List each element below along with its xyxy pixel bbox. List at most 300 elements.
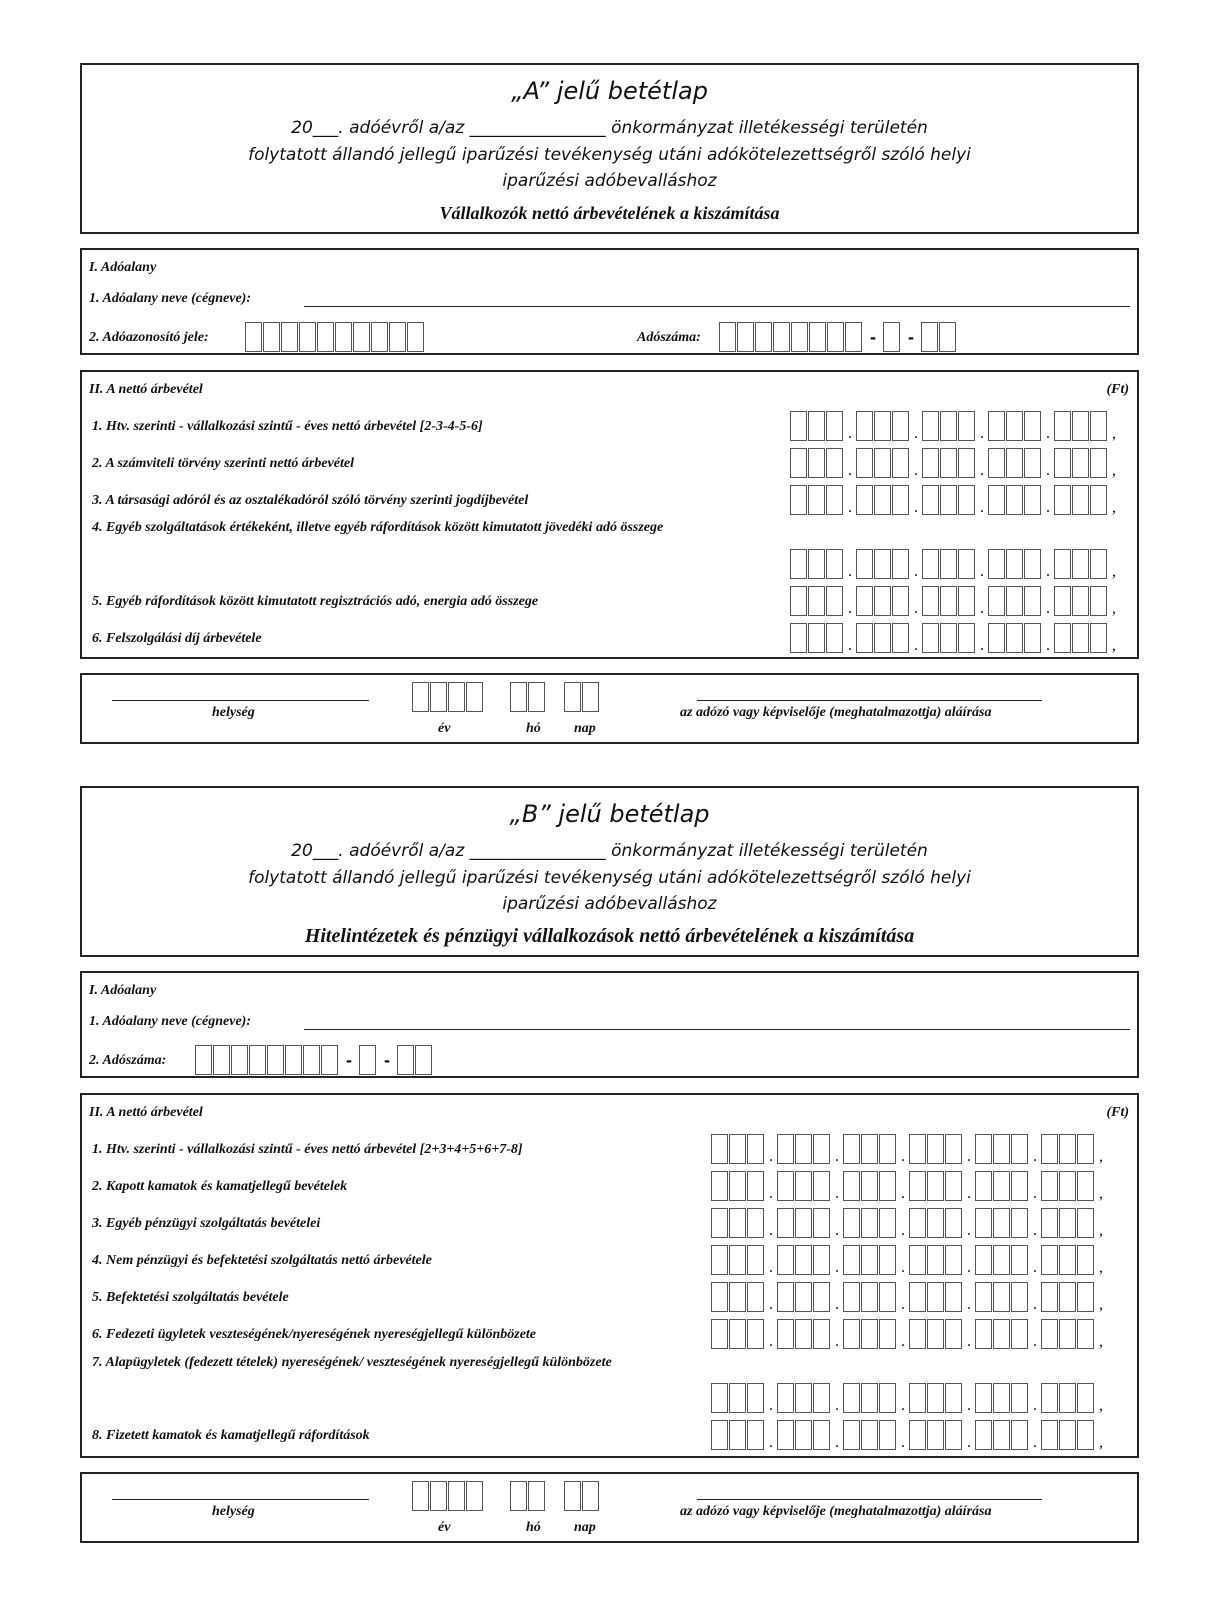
digit-cell[interactable]: [747, 1420, 764, 1450]
digit-cell[interactable]: [1059, 1134, 1076, 1164]
digit-cell[interactable]: [909, 1134, 926, 1164]
digit-cell[interactable]: [909, 1383, 926, 1413]
digit-cell[interactable]: [879, 1383, 896, 1413]
name-field[interactable]: [304, 1029, 1130, 1030]
digit-cell[interactable]: [795, 1245, 812, 1275]
digit-cell[interactable]: [809, 322, 826, 352]
digit-cell[interactable]: [861, 1245, 878, 1275]
digit-cell[interactable]: [729, 1319, 746, 1349]
digit-cell[interactable]: [1011, 1134, 1028, 1164]
digit-cell[interactable]: [195, 1045, 212, 1075]
digit-cell[interactable]: [1072, 448, 1089, 478]
digit-cell[interactable]: [1090, 623, 1107, 653]
digit-cell[interactable]: [922, 411, 939, 441]
amount-cells[interactable]: [711, 1207, 1107, 1239]
digit-cell[interactable]: [389, 322, 406, 352]
digit-cell[interactable]: [466, 682, 483, 712]
digit-cell[interactable]: [285, 1045, 302, 1075]
digit-cell[interactable]: [747, 1171, 764, 1201]
digit-cell[interactable]: [843, 1134, 860, 1164]
digit-cell[interactable]: [892, 549, 909, 579]
digit-cell[interactable]: [993, 1134, 1010, 1164]
signature-field[interactable]: [697, 700, 1042, 701]
digit-cell[interactable]: [267, 1045, 284, 1075]
digit-cell[interactable]: [813, 1282, 830, 1312]
tax-number-cells[interactable]: [195, 1044, 433, 1076]
digit-cell[interactable]: [1072, 411, 1089, 441]
digit-cell[interactable]: [231, 1045, 248, 1075]
digit-cell[interactable]: [856, 485, 873, 515]
digit-cell[interactable]: [843, 1319, 860, 1349]
digit-cell[interactable]: [1024, 485, 1041, 515]
digit-cell[interactable]: [940, 623, 957, 653]
digit-cell[interactable]: [777, 1171, 794, 1201]
municipality-blank[interactable]: ________________: [469, 841, 606, 861]
digit-cell[interactable]: [883, 322, 900, 352]
digit-cell[interactable]: [988, 448, 1005, 478]
digit-cell[interactable]: [927, 1420, 944, 1450]
digit-cell[interactable]: [777, 1134, 794, 1164]
digit-cell[interactable]: [1041, 1171, 1058, 1201]
digit-cell[interactable]: [430, 682, 447, 712]
name-field[interactable]: [304, 306, 1130, 307]
digit-cell[interactable]: [940, 485, 957, 515]
digit-cell[interactable]: [729, 1134, 746, 1164]
digit-cell[interactable]: [303, 1045, 320, 1075]
digit-cell[interactable]: [412, 682, 429, 712]
digit-cell[interactable]: [945, 1319, 962, 1349]
digit-cell[interactable]: [874, 448, 891, 478]
digit-cell[interactable]: [879, 1420, 896, 1450]
digit-cell[interactable]: [826, 448, 843, 478]
amount-cells[interactable]: [790, 447, 1120, 479]
day-cells[interactable]: [564, 681, 600, 713]
digit-cell[interactable]: [856, 549, 873, 579]
digit-cell[interactable]: [1059, 1319, 1076, 1349]
digit-cell[interactable]: [1059, 1208, 1076, 1238]
digit-cell[interactable]: [1090, 448, 1107, 478]
amount-cells[interactable]: [711, 1382, 1107, 1414]
digit-cell[interactable]: [813, 1319, 830, 1349]
digit-cell[interactable]: [729, 1208, 746, 1238]
digit-cell[interactable]: [813, 1245, 830, 1275]
digit-cell[interactable]: [1054, 586, 1071, 616]
tax-id-cells[interactable]: [245, 321, 425, 353]
digit-cell[interactable]: [879, 1245, 896, 1275]
digit-cell[interactable]: [528, 1481, 545, 1511]
digit-cell[interactable]: [945, 1134, 962, 1164]
digit-cell[interactable]: [909, 1319, 926, 1349]
digit-cell[interactable]: [861, 1282, 878, 1312]
digit-cell[interactable]: [879, 1171, 896, 1201]
digit-cell[interactable]: [1041, 1134, 1058, 1164]
digit-cell[interactable]: [861, 1319, 878, 1349]
digit-cell[interactable]: [808, 448, 825, 478]
amount-cells[interactable]: [790, 484, 1120, 516]
digit-cell[interactable]: [993, 1245, 1010, 1275]
digit-cell[interactable]: [777, 1383, 794, 1413]
digit-cell[interactable]: [1006, 623, 1023, 653]
digit-cell[interactable]: [790, 448, 807, 478]
digit-cell[interactable]: [711, 1134, 728, 1164]
digit-cell[interactable]: [975, 1282, 992, 1312]
digit-cell[interactable]: [975, 1208, 992, 1238]
digit-cell[interactable]: [582, 682, 599, 712]
digit-cell[interactable]: [1041, 1282, 1058, 1312]
digit-cell[interactable]: [958, 448, 975, 478]
digit-cell[interactable]: [879, 1208, 896, 1238]
digit-cell[interactable]: [808, 485, 825, 515]
digit-cell[interactable]: [1006, 586, 1023, 616]
digit-cell[interactable]: [826, 549, 843, 579]
digit-cell[interactable]: [1011, 1208, 1028, 1238]
digit-cell[interactable]: [1072, 623, 1089, 653]
digit-cell[interactable]: [790, 411, 807, 441]
digit-cell[interactable]: [1077, 1245, 1094, 1275]
digit-cell[interactable]: [719, 322, 736, 352]
digit-cell[interactable]: [861, 1383, 878, 1413]
digit-cell[interactable]: [909, 1208, 926, 1238]
digit-cell[interactable]: [940, 448, 957, 478]
digit-cell[interactable]: [1011, 1319, 1028, 1349]
digit-cell[interactable]: [892, 586, 909, 616]
digit-cell[interactable]: [856, 623, 873, 653]
tax-number-cells[interactable]: [719, 321, 957, 353]
digit-cell[interactable]: [945, 1245, 962, 1275]
digit-cell[interactable]: [317, 322, 334, 352]
digit-cell[interactable]: [975, 1245, 992, 1275]
digit-cell[interactable]: [1054, 485, 1071, 515]
digit-cell[interactable]: [856, 448, 873, 478]
digit-cell[interactable]: [1024, 411, 1041, 441]
year-cells[interactable]: [412, 681, 484, 713]
digit-cell[interactable]: [790, 586, 807, 616]
digit-cell[interactable]: [892, 485, 909, 515]
digit-cell[interactable]: [1041, 1245, 1058, 1275]
digit-cell[interactable]: [874, 411, 891, 441]
amount-cells[interactable]: [790, 585, 1120, 617]
digit-cell[interactable]: [795, 1420, 812, 1450]
place-field[interactable]: [112, 1499, 369, 1500]
digit-cell[interactable]: [777, 1319, 794, 1349]
digit-cell[interactable]: [1054, 623, 1071, 653]
digit-cell[interactable]: [808, 411, 825, 441]
place-field[interactable]: [112, 700, 369, 701]
digit-cell[interactable]: [777, 1208, 794, 1238]
day-cells[interactable]: [564, 1480, 600, 1512]
digit-cell[interactable]: [813, 1134, 830, 1164]
digit-cell[interactable]: [1006, 549, 1023, 579]
digit-cell[interactable]: [909, 1245, 926, 1275]
digit-cell[interactable]: [790, 549, 807, 579]
digit-cell[interactable]: [909, 1420, 926, 1450]
digit-cell[interactable]: [729, 1282, 746, 1312]
digit-cell[interactable]: [1090, 549, 1107, 579]
digit-cell[interactable]: [795, 1134, 812, 1164]
digit-cell[interactable]: [1041, 1208, 1058, 1238]
month-cells[interactable]: [510, 1480, 546, 1512]
digit-cell[interactable]: [975, 1134, 992, 1164]
digit-cell[interactable]: [249, 1045, 266, 1075]
digit-cell[interactable]: [813, 1383, 830, 1413]
digit-cell[interactable]: [711, 1282, 728, 1312]
digit-cell[interactable]: [729, 1245, 746, 1275]
digit-cell[interactable]: [1024, 586, 1041, 616]
digit-cell[interactable]: [729, 1383, 746, 1413]
digit-cell[interactable]: [299, 322, 316, 352]
amount-cells[interactable]: [790, 548, 1120, 580]
amount-cells[interactable]: [711, 1318, 1107, 1350]
amount-cells[interactable]: [711, 1170, 1107, 1202]
digit-cell[interactable]: [790, 485, 807, 515]
digit-cell[interactable]: [582, 1481, 599, 1511]
digit-cell[interactable]: [843, 1245, 860, 1275]
digit-cell[interactable]: [1054, 448, 1071, 478]
digit-cell[interactable]: [1041, 1420, 1058, 1450]
digit-cell[interactable]: [939, 322, 956, 352]
digit-cell[interactable]: [843, 1208, 860, 1238]
digit-cell[interactable]: [1011, 1282, 1028, 1312]
digit-cell[interactable]: [213, 1045, 230, 1075]
digit-cell[interactable]: [795, 1383, 812, 1413]
digit-cell[interactable]: [1059, 1383, 1076, 1413]
digit-cell[interactable]: [843, 1282, 860, 1312]
digit-cell[interactable]: [1059, 1282, 1076, 1312]
digit-cell[interactable]: [359, 1045, 376, 1075]
amount-cells[interactable]: [790, 622, 1120, 654]
digit-cell[interactable]: [711, 1383, 728, 1413]
digit-cell[interactable]: [791, 322, 808, 352]
digit-cell[interactable]: [711, 1208, 728, 1238]
digit-cell[interactable]: [922, 485, 939, 515]
digit-cell[interactable]: [861, 1171, 878, 1201]
digit-cell[interactable]: [975, 1319, 992, 1349]
digit-cell[interactable]: [1011, 1171, 1028, 1201]
digit-cell[interactable]: [879, 1282, 896, 1312]
digit-cell[interactable]: [927, 1245, 944, 1275]
digit-cell[interactable]: [795, 1208, 812, 1238]
amount-cells[interactable]: [711, 1281, 1107, 1313]
digit-cell[interactable]: [711, 1171, 728, 1201]
digit-cell[interactable]: [826, 411, 843, 441]
digit-cell[interactable]: [843, 1420, 860, 1450]
digit-cell[interactable]: [975, 1383, 992, 1413]
digit-cell[interactable]: [909, 1282, 926, 1312]
digit-cell[interactable]: [711, 1245, 728, 1275]
digit-cell[interactable]: [808, 586, 825, 616]
digit-cell[interactable]: [940, 549, 957, 579]
municipality-blank[interactable]: ________________: [469, 118, 606, 138]
digit-cell[interactable]: [922, 586, 939, 616]
digit-cell[interactable]: [430, 1481, 447, 1511]
digit-cell[interactable]: [892, 448, 909, 478]
digit-cell[interactable]: [1006, 448, 1023, 478]
digit-cell[interactable]: [856, 411, 873, 441]
signature-field[interactable]: [697, 1499, 1042, 1500]
digit-cell[interactable]: [808, 549, 825, 579]
amount-cells[interactable]: [790, 410, 1120, 442]
digit-cell[interactable]: [993, 1208, 1010, 1238]
digit-cell[interactable]: [861, 1420, 878, 1450]
digit-cell[interactable]: [1077, 1383, 1094, 1413]
digit-cell[interactable]: [795, 1171, 812, 1201]
digit-cell[interactable]: [874, 623, 891, 653]
digit-cell[interactable]: [321, 1045, 338, 1075]
digit-cell[interactable]: [448, 682, 465, 712]
digit-cell[interactable]: [927, 1134, 944, 1164]
digit-cell[interactable]: [448, 1481, 465, 1511]
digit-cell[interactable]: [564, 1481, 581, 1511]
digit-cell[interactable]: [874, 586, 891, 616]
digit-cell[interactable]: [528, 682, 545, 712]
digit-cell[interactable]: [988, 586, 1005, 616]
digit-cell[interactable]: [1077, 1319, 1094, 1349]
digit-cell[interactable]: [940, 411, 957, 441]
digit-cell[interactable]: [1024, 623, 1041, 653]
digit-cell[interactable]: [843, 1171, 860, 1201]
digit-cell[interactable]: [861, 1134, 878, 1164]
digit-cell[interactable]: [263, 322, 280, 352]
digit-cell[interactable]: [909, 1171, 926, 1201]
digit-cell[interactable]: [1054, 549, 1071, 579]
amount-cells[interactable]: [711, 1419, 1107, 1451]
digit-cell[interactable]: [747, 1208, 764, 1238]
digit-cell[interactable]: [755, 322, 772, 352]
digit-cell[interactable]: [1077, 1208, 1094, 1238]
digit-cell[interactable]: [1041, 1319, 1058, 1349]
amount-cells[interactable]: [711, 1133, 1107, 1165]
digit-cell[interactable]: [813, 1420, 830, 1450]
digit-cell[interactable]: [945, 1383, 962, 1413]
digit-cell[interactable]: [1077, 1282, 1094, 1312]
digit-cell[interactable]: [958, 411, 975, 441]
digit-cell[interactable]: [993, 1383, 1010, 1413]
year-cells[interactable]: [412, 1480, 484, 1512]
digit-cell[interactable]: [927, 1208, 944, 1238]
digit-cell[interactable]: [777, 1245, 794, 1275]
digit-cell[interactable]: [993, 1171, 1010, 1201]
digit-cell[interactable]: [958, 586, 975, 616]
digit-cell[interactable]: [1072, 485, 1089, 515]
digit-cell[interactable]: [1090, 411, 1107, 441]
digit-cell[interactable]: [879, 1134, 896, 1164]
digit-cell[interactable]: [927, 1282, 944, 1312]
digit-cell[interactable]: [940, 586, 957, 616]
digit-cell[interactable]: [993, 1319, 1010, 1349]
digit-cell[interactable]: [856, 586, 873, 616]
digit-cell[interactable]: [1006, 411, 1023, 441]
digit-cell[interactable]: [795, 1319, 812, 1349]
digit-cell[interactable]: [747, 1319, 764, 1349]
digit-cell[interactable]: [777, 1420, 794, 1450]
digit-cell[interactable]: [1059, 1420, 1076, 1450]
digit-cell[interactable]: [1077, 1171, 1094, 1201]
digit-cell[interactable]: [1011, 1420, 1028, 1450]
digit-cell[interactable]: [564, 682, 581, 712]
digit-cell[interactable]: [808, 623, 825, 653]
digit-cell[interactable]: [975, 1420, 992, 1450]
digit-cell[interactable]: [945, 1208, 962, 1238]
digit-cell[interactable]: [1041, 1383, 1058, 1413]
digit-cell[interactable]: [958, 485, 975, 515]
digit-cell[interactable]: [813, 1208, 830, 1238]
digit-cell[interactable]: [958, 549, 975, 579]
digit-cell[interactable]: [281, 322, 298, 352]
digit-cell[interactable]: [861, 1208, 878, 1238]
digit-cell[interactable]: [845, 322, 862, 352]
digit-cell[interactable]: [1011, 1383, 1028, 1413]
digit-cell[interactable]: [975, 1171, 992, 1201]
digit-cell[interactable]: [827, 322, 844, 352]
digit-cell[interactable]: [879, 1319, 896, 1349]
digit-cell[interactable]: [1059, 1245, 1076, 1275]
digit-cell[interactable]: [988, 411, 1005, 441]
digit-cell[interactable]: [1090, 586, 1107, 616]
digit-cell[interactable]: [510, 682, 527, 712]
digit-cell[interactable]: [245, 322, 262, 352]
digit-cell[interactable]: [1006, 485, 1023, 515]
digit-cell[interactable]: [927, 1319, 944, 1349]
digit-cell[interactable]: [892, 411, 909, 441]
digit-cell[interactable]: [415, 1045, 432, 1075]
digit-cell[interactable]: [826, 623, 843, 653]
digit-cell[interactable]: [335, 322, 352, 352]
digit-cell[interactable]: [993, 1282, 1010, 1312]
digit-cell[interactable]: [1024, 549, 1041, 579]
digit-cell[interactable]: [1090, 485, 1107, 515]
digit-cell[interactable]: [353, 322, 370, 352]
digit-cell[interactable]: [777, 1282, 794, 1312]
digit-cell[interactable]: [412, 1481, 429, 1511]
digit-cell[interactable]: [927, 1171, 944, 1201]
digit-cell[interactable]: [747, 1282, 764, 1312]
digit-cell[interactable]: [892, 623, 909, 653]
digit-cell[interactable]: [988, 485, 1005, 515]
digit-cell[interactable]: [958, 623, 975, 653]
digit-cell[interactable]: [711, 1420, 728, 1450]
digit-cell[interactable]: [747, 1245, 764, 1275]
digit-cell[interactable]: [1011, 1245, 1028, 1275]
digit-cell[interactable]: [711, 1319, 728, 1349]
digit-cell[interactable]: [874, 485, 891, 515]
digit-cell[interactable]: [1024, 448, 1041, 478]
digit-cell[interactable]: [927, 1383, 944, 1413]
digit-cell[interactable]: [1054, 411, 1071, 441]
digit-cell[interactable]: [945, 1282, 962, 1312]
digit-cell[interactable]: [510, 1481, 527, 1511]
digit-cell[interactable]: [397, 1045, 414, 1075]
digit-cell[interactable]: [813, 1171, 830, 1201]
digit-cell[interactable]: [1077, 1420, 1094, 1450]
digit-cell[interactable]: [945, 1171, 962, 1201]
digit-cell[interactable]: [1059, 1171, 1076, 1201]
digit-cell[interactable]: [988, 623, 1005, 653]
digit-cell[interactable]: [729, 1171, 746, 1201]
digit-cell[interactable]: [843, 1383, 860, 1413]
digit-cell[interactable]: [1072, 549, 1089, 579]
digit-cell[interactable]: [371, 322, 388, 352]
digit-cell[interactable]: [1072, 586, 1089, 616]
digit-cell[interactable]: [795, 1282, 812, 1312]
digit-cell[interactable]: [922, 549, 939, 579]
amount-cells[interactable]: [711, 1244, 1107, 1276]
digit-cell[interactable]: [988, 549, 1005, 579]
digit-cell[interactable]: [993, 1420, 1010, 1450]
digit-cell[interactable]: [922, 623, 939, 653]
digit-cell[interactable]: [945, 1420, 962, 1450]
digit-cell[interactable]: [874, 549, 891, 579]
digit-cell[interactable]: [747, 1383, 764, 1413]
